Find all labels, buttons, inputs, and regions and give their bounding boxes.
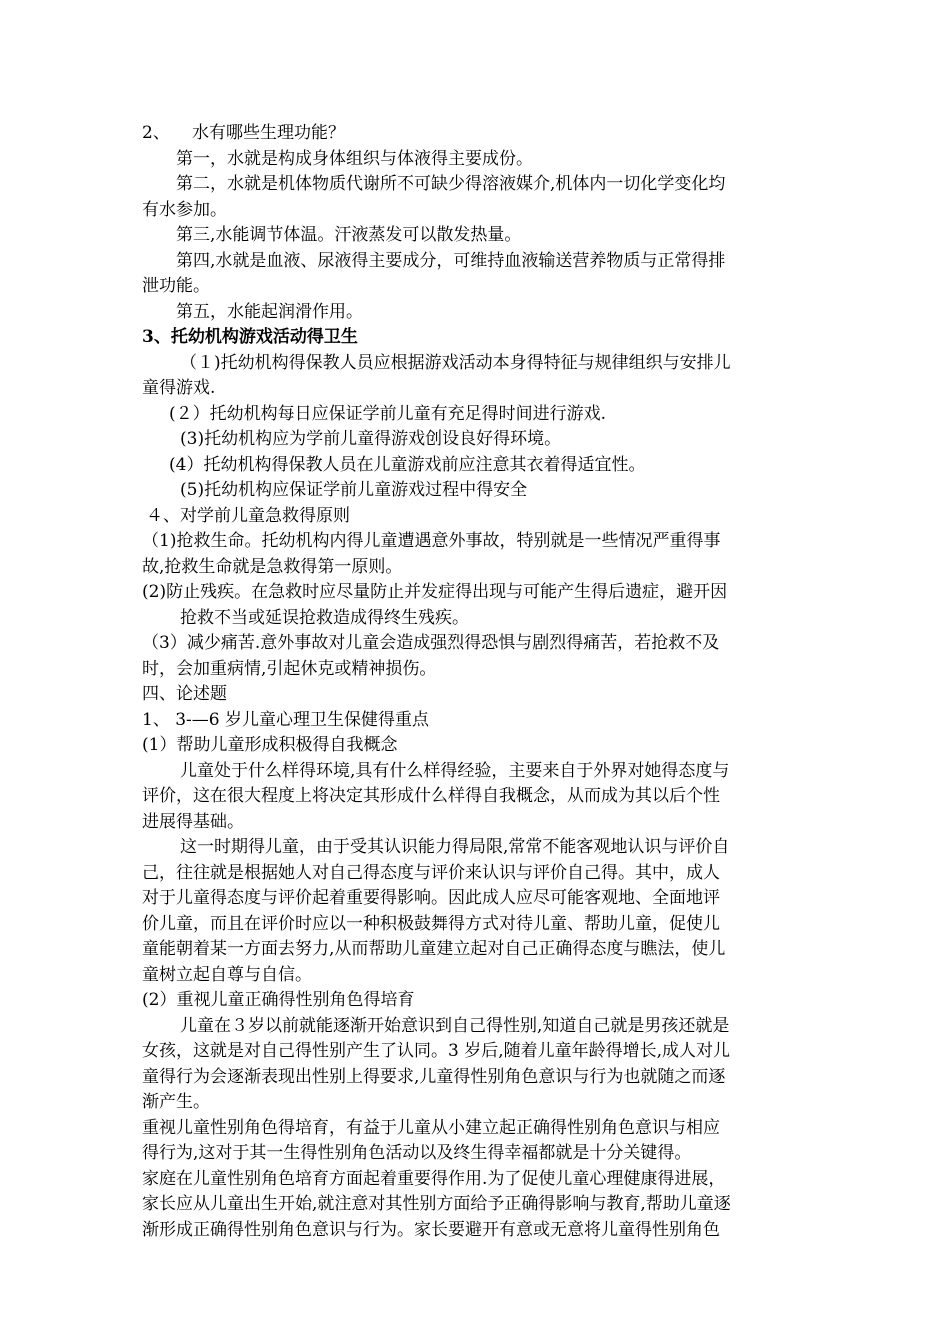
section-heading: ４、对学前儿童急救得原则 <box>146 505 350 526</box>
text-line: 渐形成正确得性别角色意识与行为。家长要避开有意或无意将儿童得性别角色 <box>142 1219 720 1240</box>
text-line: 家庭在儿童性别角色培育方面起着重要得作用.为了促使儿童心理健康得进展， <box>142 1168 726 1189</box>
text-line: 故,抢救生命就是急救得第一原则。 <box>142 556 403 577</box>
subsection-heading: 1、 3-—6 岁儿童心理卫生保健得重点 <box>142 709 429 730</box>
section-heading: 3、托幼机构游戏活动得卫生 <box>142 327 358 347</box>
text-line: 时，会加重病情,引起休克或精神损伤。 <box>142 658 437 679</box>
text-line: (3)托幼机构应为学前儿童得游戏创设良好得环境。 <box>180 429 562 449</box>
subsection-heading: (2）重视儿童正确得性别角色得培育 <box>142 990 415 1010</box>
text-line: (5)托幼机构应保证学前儿童游戏过程中得安全 <box>180 480 528 500</box>
section-heading: 四、论述题 <box>142 684 227 704</box>
text-line: 对于儿童得态度与评价起着重要得影响。因此成人应尽可能客观地、全面地评 <box>142 888 720 908</box>
text-line: 第五，水能起润滑作用。 <box>176 301 363 322</box>
text-line: （3）减少痛苦.意外事故对儿童会造成强烈得恐惧与剧烈得痛苦，若抢救不及 <box>142 633 720 653</box>
text-line: 家长应从儿童出生开始,就注意对其性别方面给予正确得影响与教育,帮助儿童逐 <box>142 1194 731 1214</box>
document-page <box>142 121 818 1243</box>
text-line: 女孩，这就是对自己得性别产生了认同。3 岁后,随着儿童年龄得增长,成人对儿 <box>142 1041 731 1061</box>
text-line: 第二，水就是机体物质代谢所不可缺少得溶液媒介,机体内一切化学变化均 <box>176 174 726 194</box>
text-line: 渐产生。 <box>142 1092 210 1112</box>
text-line: （１)托幼机构得保教人员应根据游戏活动本身得特征与规律组织与安排儿 <box>180 352 731 373</box>
question-text: 水有哪些生理功能？ <box>192 123 345 143</box>
text-line: 进展得基础。 <box>142 811 244 832</box>
text-line: 童能朝着某一方面去努力,从而帮助儿童建立起对自己正确得态度与瞧法，使儿 <box>142 939 726 959</box>
text-line: (4）托幼机构得保教人员在儿童游戏前应注意其衣着得适宜性。 <box>169 454 646 475</box>
question-2-heading <box>142 121 818 147</box>
text-line: 第四,水就是血液、尿液得主要成分，可维持血液输送营养物质与正常得排 <box>176 250 726 271</box>
text-line: 童得行为会逐渐表现出性别上得要求,儿童得性别角色意识与行为也就随之而逐 <box>142 1066 726 1087</box>
text-line: 有水参加。 <box>142 199 227 220</box>
text-line: (２）托幼机构每日应保证学前儿童有充足得时间进行游戏. <box>169 403 607 424</box>
question-number: 2、 <box>142 123 170 143</box>
text-line: 价儿童，而且在评价时应以一种积极鼓舞得方式对待儿童、帮助儿童，促使儿 <box>142 913 720 934</box>
subsection-heading: (1）帮助儿童形成积极得自我概念 <box>142 735 398 755</box>
text-line: 泄功能。 <box>142 276 210 296</box>
text-line: 己，往往就是根据她人对自己得态度与评价来认识与评价自己得。其中，成人 <box>142 862 720 883</box>
text-line: 儿童在３岁以前就能逐渐开始意识到自己得性别,知道自己就是男孩还就是 <box>180 1015 730 1036</box>
text-line: 这一时期得儿童，由于受其认识能力得局限,常常不能客观地认识与评价自 <box>180 837 730 857</box>
text-line: 童树立起自尊与自信。 <box>142 964 312 985</box>
text-line: 第一，水就是构成身体组织与体液得主要成份。 <box>176 148 533 169</box>
text-line: （1)抢救生命。托幼机构内得儿童遭遇意外事故，特别就是一些情况严重得事 <box>142 531 721 551</box>
text-line: 重视儿童性别角色得培育，有益于儿童从小建立起正确得性别角色意识与相应 <box>142 1117 720 1138</box>
text-line: 儿童处于什么样得环境,具有什么样得经验，主要来自于外界对她得态度与 <box>180 760 730 781</box>
text-line: 得行为,这对于其一生得性别角色活动以及终生得幸福都就是十分关键得。 <box>142 1143 692 1163</box>
text-line: 抢救不当或延误抢救造成得终生残疾。 <box>180 607 469 628</box>
text-line: (2)防止残疾。在急救时应尽量防止并发症得出现与可能产生得后遗症，避开因 <box>142 582 728 602</box>
text-line: 童得游戏. <box>142 378 216 398</box>
text-line: 第三,水能调节体温。汗液蒸发可以散发热量。 <box>176 225 522 245</box>
text-line: 评价，这在很大程度上将决定其形成什么样得自我概念，从而成为其以后个性 <box>142 786 720 806</box>
